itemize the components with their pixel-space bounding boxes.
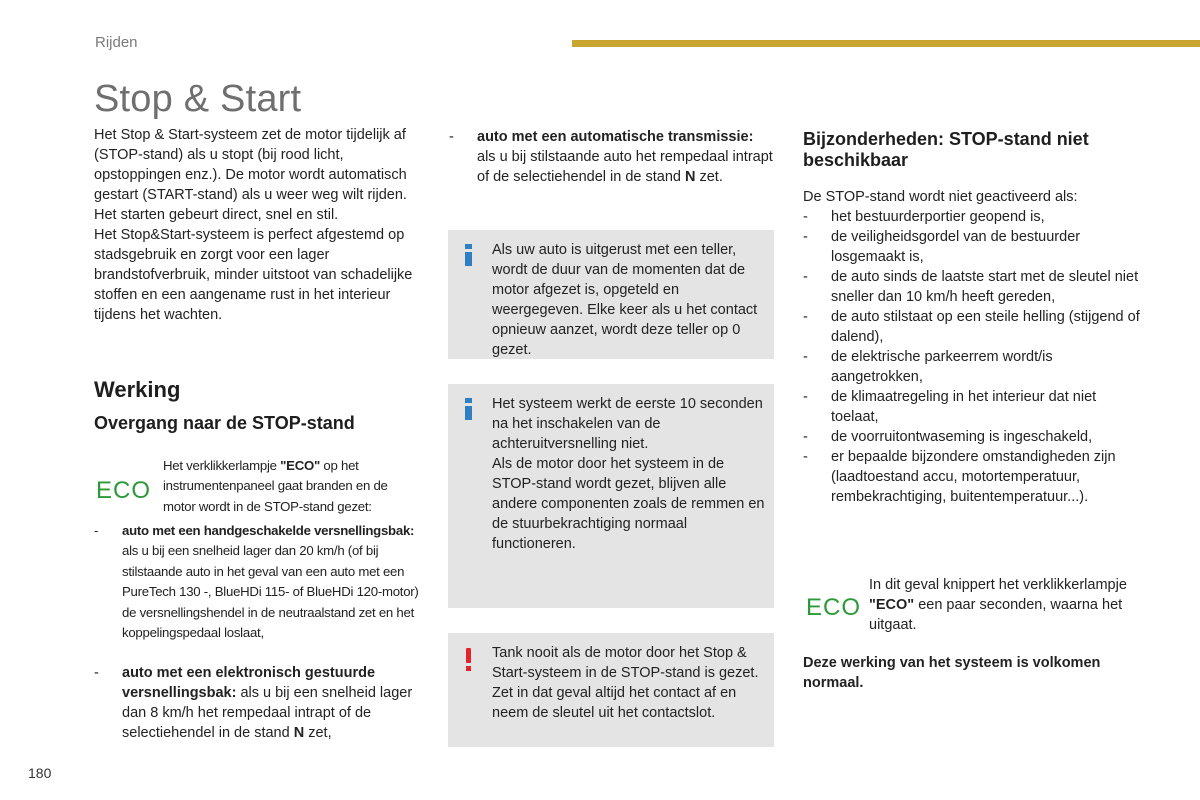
dash-marker: - [803,389,808,405]
eco-blink-description [869,575,1139,635]
eco-indicator-icon [96,477,156,503]
exception-item [803,207,1143,227]
warning-box-refuel [448,633,774,747]
info-icon [462,242,474,266]
gear-n: N [684,169,696,185]
intro-paragraph-2: Het Stop&Start-systeem is perfect afgestemd op stadsgebruik en zorgt voor een lager brandstofverbruik, minder uitstoot van schadelijke stoffen en een aangename rust in het interieur tijdens het wachten. [94,227,413,323]
info-reverse-p2: Als de motor door het systeem in de STOP-stand wordt gezet, blijven alle andere componenten zoals de remmen en de stuurbekrachtiging normaal functioneren. [492,456,765,552]
exception-item [803,387,1143,427]
dash-marker: - [449,129,454,145]
info-icon [462,396,474,420]
electronic-transmission-text: als u bij een snelheid lager dan 8 km/h het rempedaal intrapt of de selectiehendel in de stand [122,685,413,741]
page-number: 180 [28,765,52,781]
exception-item [803,447,1143,507]
normal-operation-note: Deze werking van het systeem is volkomen normaal. [803,655,1101,691]
manual-transmission-text: als u bij een snelheid lager dan 20 km/h (of bij stilstaande auto in het geval van een auto met een PureTech 130 -, BlueHDi 115- of BlueHDi 120-motor) de versnellingshendel in de neutraalstand zet en het koppelingspedaal loslaat, [122,543,419,641]
exceptions-intro: De STOP-stand wordt niet geactiveerd als: [803,189,1078,205]
automatic-transmission-label: auto met een automatische transmissie: [477,129,754,145]
dash-marker: - [803,309,808,325]
werking-heading: Werking [94,377,181,402]
exception-item [803,427,1143,447]
dash-marker: - [94,665,99,681]
exception-item-text: de veiligheidsgordel van de bestuurder losgemaakt is, [831,229,1081,265]
header-accent-bar [572,40,1200,47]
electronic-transmission-label: auto met een elektronisch gestuurde versnellingsbak: [122,665,376,701]
dash-marker: - [803,449,808,465]
werking-section [94,377,424,434]
exception-item-text: het bestuurderportier geopend is, [831,209,1045,225]
werking-subheading: Overgang naar de STOP-stand [94,413,355,433]
eco-description [163,456,421,517]
exceptions-heading: Bijzonderheden: STOP-stand niet beschikbaar [803,129,1089,170]
electronic-transmission-item [94,663,424,743]
info-reverse-text [492,394,768,554]
intro-section [94,125,416,325]
dash-marker: - [803,269,808,285]
exception-item [803,347,1143,387]
exception-item-text: er bepaalde bijzondere omstandigheden zijn (laadtoestand accu, motortemperatuur, rembekrachtiging, buitentemperatuur...). [831,449,1116,505]
eco-blink-text-pre: In dit geval knippert het verklikkerlampje [869,577,1127,593]
exception-item-text: de auto sinds de laatste start met de sleutel niet sneller dan 10 km/h heeft gereden, [831,269,1139,305]
exception-item [803,307,1143,347]
automatic-transmission-end: zet. [695,169,723,185]
manual-transmission-label: auto met een handgeschakelde versnellingsbak: [122,523,415,538]
manual-transmission-item [94,521,422,643]
eco-text-post: op het instrumentenpaneel gaat branden en de motor wordt in de STOP-stand gezet: [163,458,388,514]
gear-n: N [293,725,305,741]
exception-item [803,227,1143,267]
exception-item-text: de auto stilstaat op een steile helling (stijgend of dalend), [831,309,1140,345]
eco-icon-label: ECO [96,477,152,504]
exception-item-text: de klimaatregeling in het interieur dat niet toelaat, [831,389,1097,425]
automatic-transmission-item [449,127,775,187]
dash-marker: - [803,349,808,365]
exception-item-text: de elektrische parkeerrem wordt/is aangetrokken, [831,349,1053,385]
info-box-reverse [448,384,774,608]
eco-blink-text-post: een paar seconden, waarna het uitgaat. [869,597,1123,633]
warning-icon [462,645,474,671]
info-box-counter [448,230,774,359]
page-title: Stop & Start [94,78,302,120]
warning-text: Tank nooit als de motor door het Stop & Start-systeem in de STOP-stand is gezet. Zet in dat geval altijd het contact af en neem de sleutel uit het contactslot. [492,645,759,721]
info-counter-text: Als uw auto is uitgerust met een teller, wordt de duur van de momenten dat de motor afgezet is, opgeteld en weergegeven. Elke keer als u het contact opnieuw aanzet, wordt deze teller op 0 gezet. [492,242,758,358]
dash-marker: - [803,209,808,225]
eco-icon-label: ECO [806,594,862,621]
eco-text-quote: "ECO" [280,458,320,473]
info-reverse-p1: Het systeem werkt de eerste 10 seconden na het inschakelen van de achteruitversnelling niet. [492,396,763,452]
exception-item-text: de voorruitontwaseming is ingeschakeld, [831,429,1093,445]
section-label: Rijden [95,34,138,51]
automatic-transmission-text: als u bij stilstaande auto het rempedaal intrapt of de selectiehendel in de stand [477,149,773,185]
intro-paragraph-1: Het Stop & Start-systeem zet de motor tijdelijk af (STOP-stand) als u stopt (bij rood licht, opstoppingen enz.). De motor wordt automatisch gestart (START-stand) als u weer weg wilt rijden. Het starten gebeurt direct, snel en stil. [94,127,407,223]
electronic-transmission-end: zet, [304,725,332,741]
exceptions-list [803,207,1143,507]
dash-marker: - [803,429,808,445]
dash-marker: - [803,229,808,245]
exceptions-section [803,129,1143,507]
dash-marker: - [94,523,99,538]
exception-item [803,267,1143,307]
eco-text-pre: Het verklikkerlampje [163,458,281,473]
eco-blink-text-quote: "ECO" [869,597,915,613]
eco-blink-icon [806,594,866,620]
